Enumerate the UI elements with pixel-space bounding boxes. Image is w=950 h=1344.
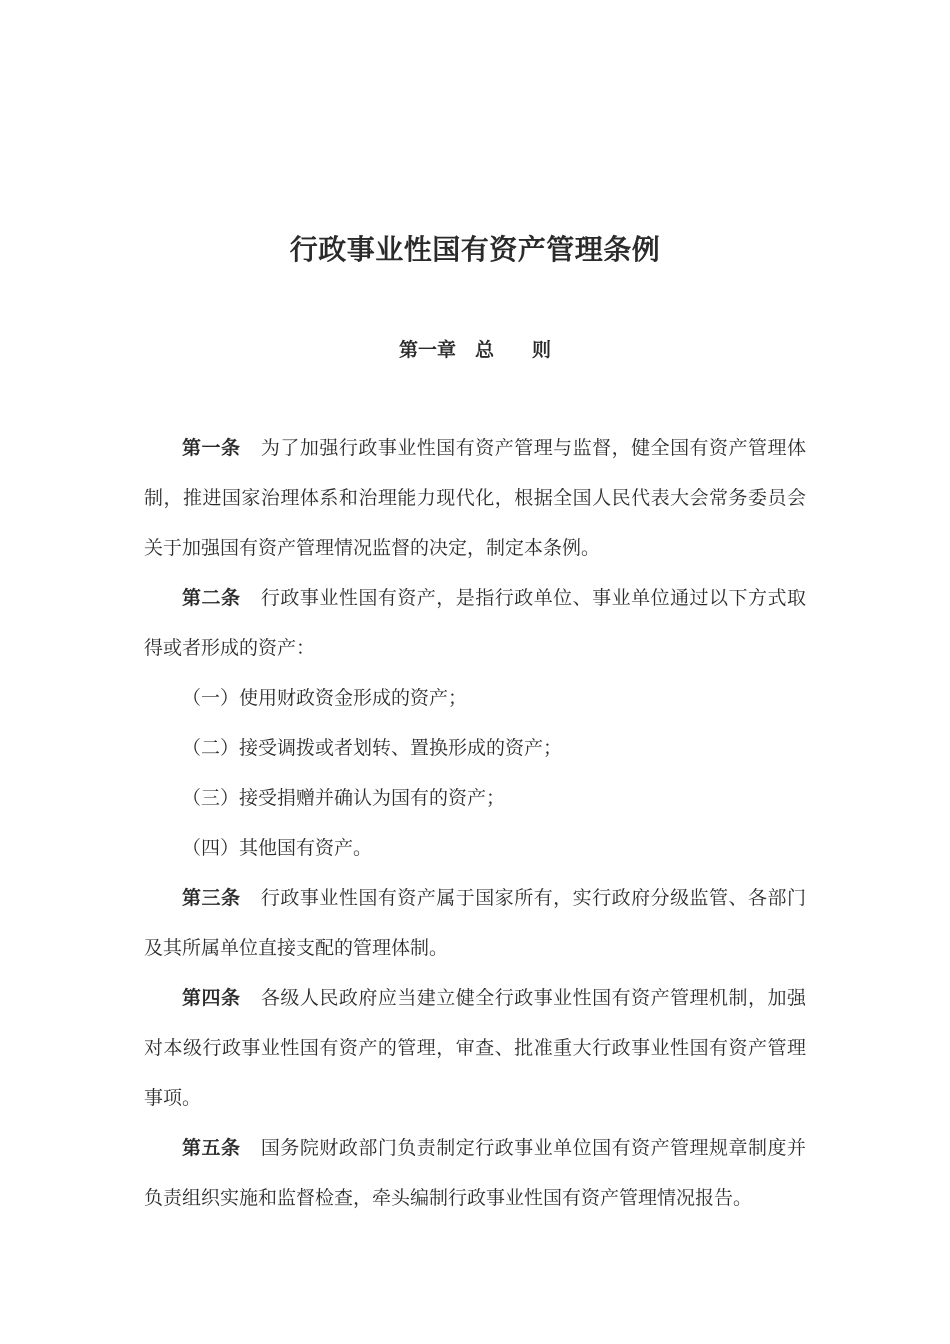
article-label: 第三条 xyxy=(182,887,241,909)
list-item: （二）接受调拨或者划转、置换形成的资产； xyxy=(182,737,563,759)
article-2 xyxy=(144,573,806,673)
article-text: 为了加强行政事业性国有资产管理与监督，健全国有资产管理体制，推进国家治理体系和治理能力现代化，根据全国人民代表大会常务委员会关于加强国有资产管理情况监督的决定，制定本条例。 xyxy=(144,437,806,559)
article-label: 第二条 xyxy=(182,587,241,609)
article-3 xyxy=(144,873,806,973)
article-text: 国务院财政部门负责制定行政事业单位国有资产管理规章制度并负责组织实施和监督检查，牵头编制行政事业性国有资产管理情况报告。 xyxy=(144,1137,806,1209)
list-item: （一）使用财政资金形成的资产； xyxy=(182,687,468,709)
article-text: 行政事业性国有资产，是指行政单位、事业单位通过以下方式取得或者形成的资产： xyxy=(144,587,806,659)
article-text: 行政事业性国有资产属于国家所有，实行政府分级监管、各部门及其所属单位直接支配的管理体制。 xyxy=(144,887,806,959)
list-item: （四）其他国有资产。 xyxy=(182,837,373,859)
article-5 xyxy=(144,1123,806,1223)
chapter-heading: 第一章 总 则 xyxy=(398,339,551,361)
article-label: 第一条 xyxy=(182,437,241,459)
article-label: 第五条 xyxy=(182,1137,241,1159)
list-item: （三）接受捐赠并确认为国有的资产； xyxy=(182,787,506,809)
article-4 xyxy=(144,973,806,1123)
article-text: 各级人民政府应当建立健全行政事业性国有资产管理机制，加强对本级行政事业性国有资产的管理，审查、批准重大行政事业性国有资产管理事项。 xyxy=(144,987,806,1109)
article-1 xyxy=(144,423,806,573)
article-label: 第四条 xyxy=(182,987,241,1009)
document-title: 行政事业性国有资产管理条例 xyxy=(289,233,661,266)
